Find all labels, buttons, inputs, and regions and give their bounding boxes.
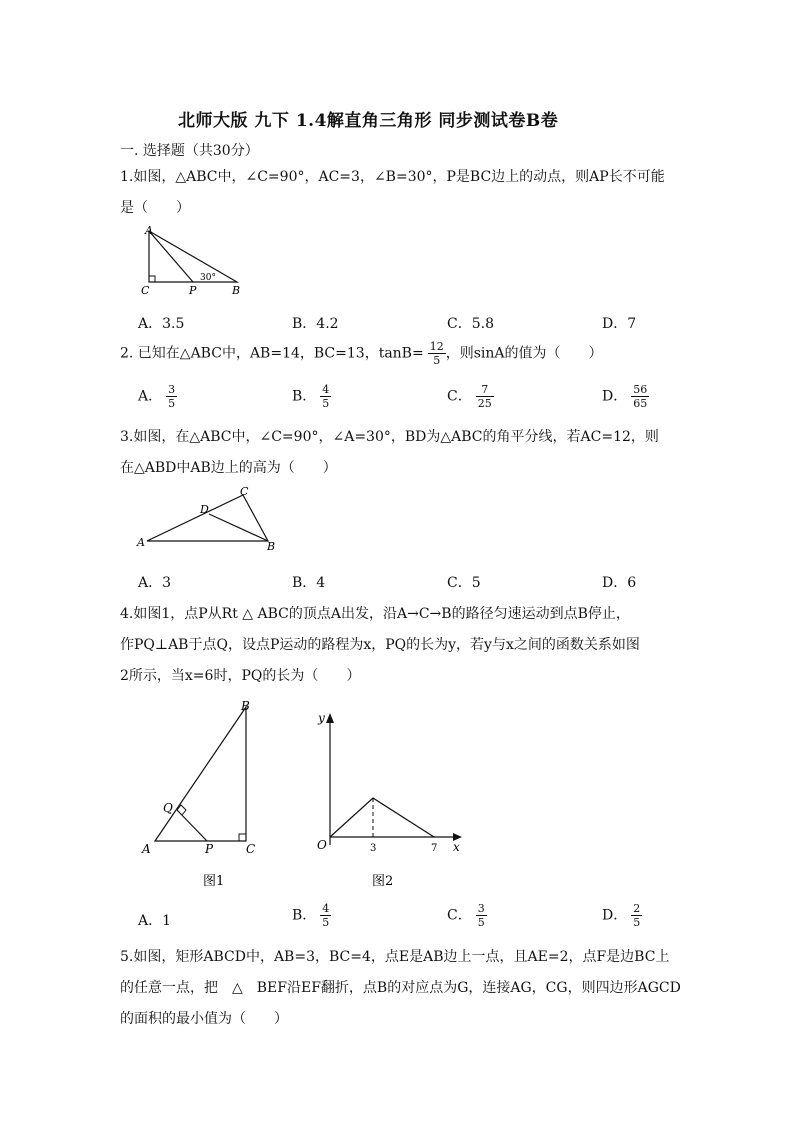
segment-bd	[209, 514, 268, 541]
q4-option-d[interactable]: D． $\frac{2}{5}$	[602, 902, 641, 929]
segment-pq	[177, 810, 207, 841]
tick-3: 3	[370, 843, 377, 854]
q2-option-d[interactable]: D． $\frac{56}{65}$	[602, 383, 648, 410]
label-b: B	[232, 284, 241, 297]
q4-option-a[interactable]: A．1	[138, 913, 172, 929]
question-3-line-1: 3.如图，在△ABC中，∠C=90°，∠A=30°，BD为△ABC的角平分线，若AC=12，则	[120, 429, 659, 445]
tan-fraction: $\frac{12}{5}$	[429, 340, 444, 367]
q3-option-d[interactable]: D．6	[602, 575, 637, 591]
angle-label: 30°	[200, 273, 216, 283]
right-angle-mark-c	[239, 834, 246, 841]
label-d: D	[200, 503, 209, 516]
q2-option-b[interactable]: B． $\frac{4}{5}$	[292, 383, 330, 410]
q4-option-b[interactable]: B． $\frac{4}{5}$	[292, 902, 330, 929]
q3-option-b[interactable]: B．4	[292, 575, 326, 591]
right-angle-mark	[149, 276, 155, 282]
segment-ap	[149, 231, 193, 282]
tick-7: 7	[431, 843, 438, 854]
triangle-abc	[147, 495, 268, 541]
question-4-line-2: 作PQ⊥AB于点Q，设点P运动的路程为x，PQ的长为y，若y与x之间的函数关系如图	[120, 637, 640, 653]
question-3-line-2: 在△ABD中AB边上的高为（ ）	[120, 460, 337, 476]
label-p: P	[205, 842, 214, 856]
label-a: A	[145, 225, 153, 237]
y-label: y	[318, 711, 325, 725]
figure-2-caption: 图2	[372, 874, 394, 887]
label-a: A	[137, 536, 145, 549]
triangle-abc	[155, 707, 246, 841]
page-title: 北师大版 九下 1.4解直角三角形 同步测试卷B卷	[178, 111, 559, 131]
q1-option-b[interactable]: B．4.2	[292, 316, 339, 332]
y-axis-arrow	[326, 713, 334, 723]
question-1-line-1: 1.如图，△ABC中，∠C=90°，AC=3，∠B=30°，P是BC边上的动点，则AP长不可能	[120, 169, 665, 185]
question-4-line-3: 2所示，当x=6时，PQ的长为（ ）	[120, 668, 361, 684]
q3-option-a[interactable]: A．3	[138, 575, 172, 591]
label-c: C	[240, 486, 249, 498]
question-4-line-1: 4.如图1，点P从Rt △ ABC的顶点A出发，沿A→C→B的路径匀速运动到点B停止，	[120, 606, 630, 622]
label-c: C	[141, 284, 150, 297]
label-q: Q	[163, 801, 173, 815]
q1-option-d[interactable]: D．7	[602, 316, 637, 332]
question-4-figure-1	[135, 695, 270, 890]
label-b: B	[267, 540, 276, 552]
question-1-figure	[135, 225, 250, 300]
q2-option-a[interactable]: A． $\frac{3}{5}$	[138, 383, 176, 410]
x-label: x	[453, 840, 460, 854]
label-c: C	[246, 842, 256, 856]
q2-text-after: ，则sinA的值为（ ）	[445, 345, 603, 362]
q3-option-c[interactable]: C．5	[447, 575, 481, 591]
q1-option-c[interactable]: C．5.8	[447, 316, 494, 332]
question-5-line-2: 的任意一点，把 △ BEF沿EF翻折，点B的对应点为G，连接AG，CG，则四边形AGCD	[120, 980, 681, 996]
question-5-line-3: 的面积的最小值为（ ）	[120, 1011, 288, 1027]
question-1-line-2: 是（ ）	[120, 200, 190, 216]
question-4-figure-2	[310, 705, 475, 887]
section-heading: 一. 选择题（共30分）	[120, 143, 259, 159]
label-b: B	[241, 699, 250, 713]
origin-label: O	[317, 838, 327, 852]
q1-option-a[interactable]: A．3.5	[138, 316, 185, 332]
label-a: A	[142, 842, 151, 856]
q4-option-c[interactable]: C． $\frac{3}{5}$	[447, 902, 485, 929]
q2-text-before: 2. 已知在△ABC中，AB=14，BC=13，tanB=	[120, 345, 424, 362]
figure-1-caption: 图1	[203, 874, 225, 889]
question-2	[120, 340, 603, 367]
triangle-abc	[149, 231, 237, 282]
function-graph	[330, 798, 434, 837]
question-3-figure	[132, 486, 282, 552]
q2-option-c[interactable]: C． $\frac{7}{25}$	[447, 383, 492, 410]
label-p: P	[189, 284, 197, 297]
question-5-line-1: 5.如图，矩形ABCD中，AB=3，BC=4，点E是AB边上一点，且AE=2，点F是边BC上	[120, 949, 670, 965]
